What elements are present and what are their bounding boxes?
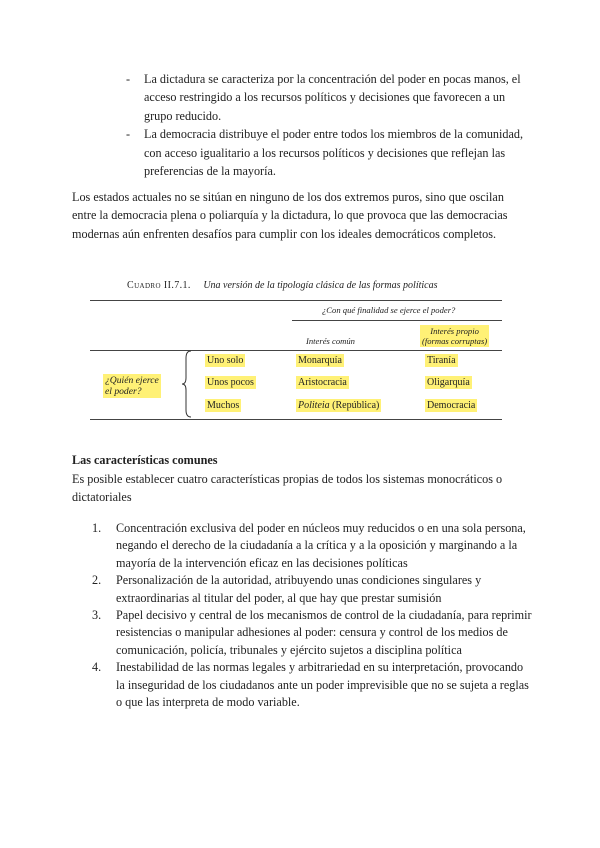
item-number: 2. [92, 573, 102, 588]
list-item [92, 607, 532, 659]
bullet-text-democracia: La democracia distribuye el poder entre todos los miembros de la comunidad, con acceso igualitario a los recursos políticos y decisiones que reflejan las preferencias de la mayoría. [144, 127, 524, 179]
table-cell [425, 355, 458, 366]
table-cell [296, 400, 381, 411]
form-own: Democracia [427, 400, 476, 411]
item-number: 3. [92, 608, 102, 623]
row-label: Uno solo [207, 355, 244, 366]
item-text: Concentración exclusiva del poder en núcleos muy reducidos o en una sola persona, negando el derecho de la ciudadanía a la crítica y a la oposición y marginando a la mayoría de la intervención eficaz en las decisiones políticas [116, 521, 526, 570]
form-common [296, 399, 381, 412]
list-item [126, 125, 526, 180]
row-header-line2: el poder? [105, 386, 142, 397]
bullet-text-dictadura: La dictadura se caracteriza por la concentración del poder en pocas manos, el acceso restringido a los recursos políticos y decisiones que favorecen a un grupo reducido. [144, 72, 521, 123]
item-text: Personalización de la autoridad, atribuyendo unas condiciones singulares y extraordinarias al titular del poder, al que hay que prestar sumisión [116, 573, 482, 605]
table-caption-title: Una versión de la tipología clásica de las formas políticas [203, 280, 438, 291]
dash-marker: - [126, 72, 131, 86]
dash-list [126, 70, 526, 180]
item-text: Papel decisivo y central de los mecanismos de control de la ciudadanía, para reprimir resistencias o manipular adhesiones al poder: censura y control de los medios de comunicación, policía, tribunales y ejército sujetos a disciplina política [116, 608, 532, 657]
row-label: Muchos [207, 400, 240, 411]
form-own: Tiranía [427, 355, 456, 366]
row-header-line1: ¿Quién ejerce [105, 375, 159, 386]
list-item [92, 520, 532, 572]
list-item [126, 70, 526, 125]
row-header-question [103, 374, 161, 398]
form-common-italic: Politeia [298, 400, 330, 411]
item-number: 4. [92, 660, 102, 675]
col-header-own-line1: Interés propio [430, 326, 479, 336]
form-common: Monarquía [298, 355, 342, 366]
table-caption-label: Cuadro II.7.1. [127, 280, 191, 291]
body-paragraph: Los estados actuales no se sitúan en ninguno de los dos extremos puros, sino que oscilan entre la democracia plena o poliarquía y la dictadura, lo que provoca que las democracias modernas aún enfrenten desafíos para cumplir con los ideales democráticos completos. [72, 190, 508, 241]
item-text: Inestabilidad de las normas legales y arbitrariedad en su interpretación, provocando la inseguridad de los ciudadanos ante un poder imprevisible que no se sujeta a reglas o que las interpreta de modo variable. [116, 660, 529, 710]
form-common-rest: (República) [329, 400, 380, 411]
table-row [205, 400, 241, 411]
table-sub-rule [292, 320, 502, 321]
table-bottom-rule [90, 419, 502, 420]
list-item [92, 659, 532, 711]
table-top-rule [90, 300, 502, 301]
table-question-top: ¿Con qué finalidad se ejerce el poder? [322, 305, 456, 315]
table-cell [296, 355, 344, 366]
list-item [92, 572, 532, 607]
table-cell [425, 377, 472, 388]
item-number: 1. [92, 521, 102, 535]
characteristics-list [92, 520, 532, 711]
col-header-own-line2: (formas corruptas) [422, 336, 488, 346]
form-own: Oligarquía [427, 377, 470, 388]
table-cell [425, 400, 477, 411]
table-header-rule [90, 350, 502, 351]
table-row [205, 355, 245, 366]
col-header-common: Interés común [306, 336, 355, 346]
form-common: Aristocracia [298, 377, 347, 388]
dash-marker: - [126, 127, 131, 142]
table-row [205, 377, 256, 388]
row-label: Unos pocos [207, 377, 254, 388]
table-caption [127, 280, 437, 291]
col-header-own [420, 325, 489, 347]
table-cell [296, 377, 349, 388]
section-heading: Las características comunes [72, 453, 218, 467]
section-intro: Es posible establecer cuatro características propias de todos los sistemas monocráticos o dictatoriales [72, 472, 503, 505]
curly-brace [181, 350, 193, 418]
